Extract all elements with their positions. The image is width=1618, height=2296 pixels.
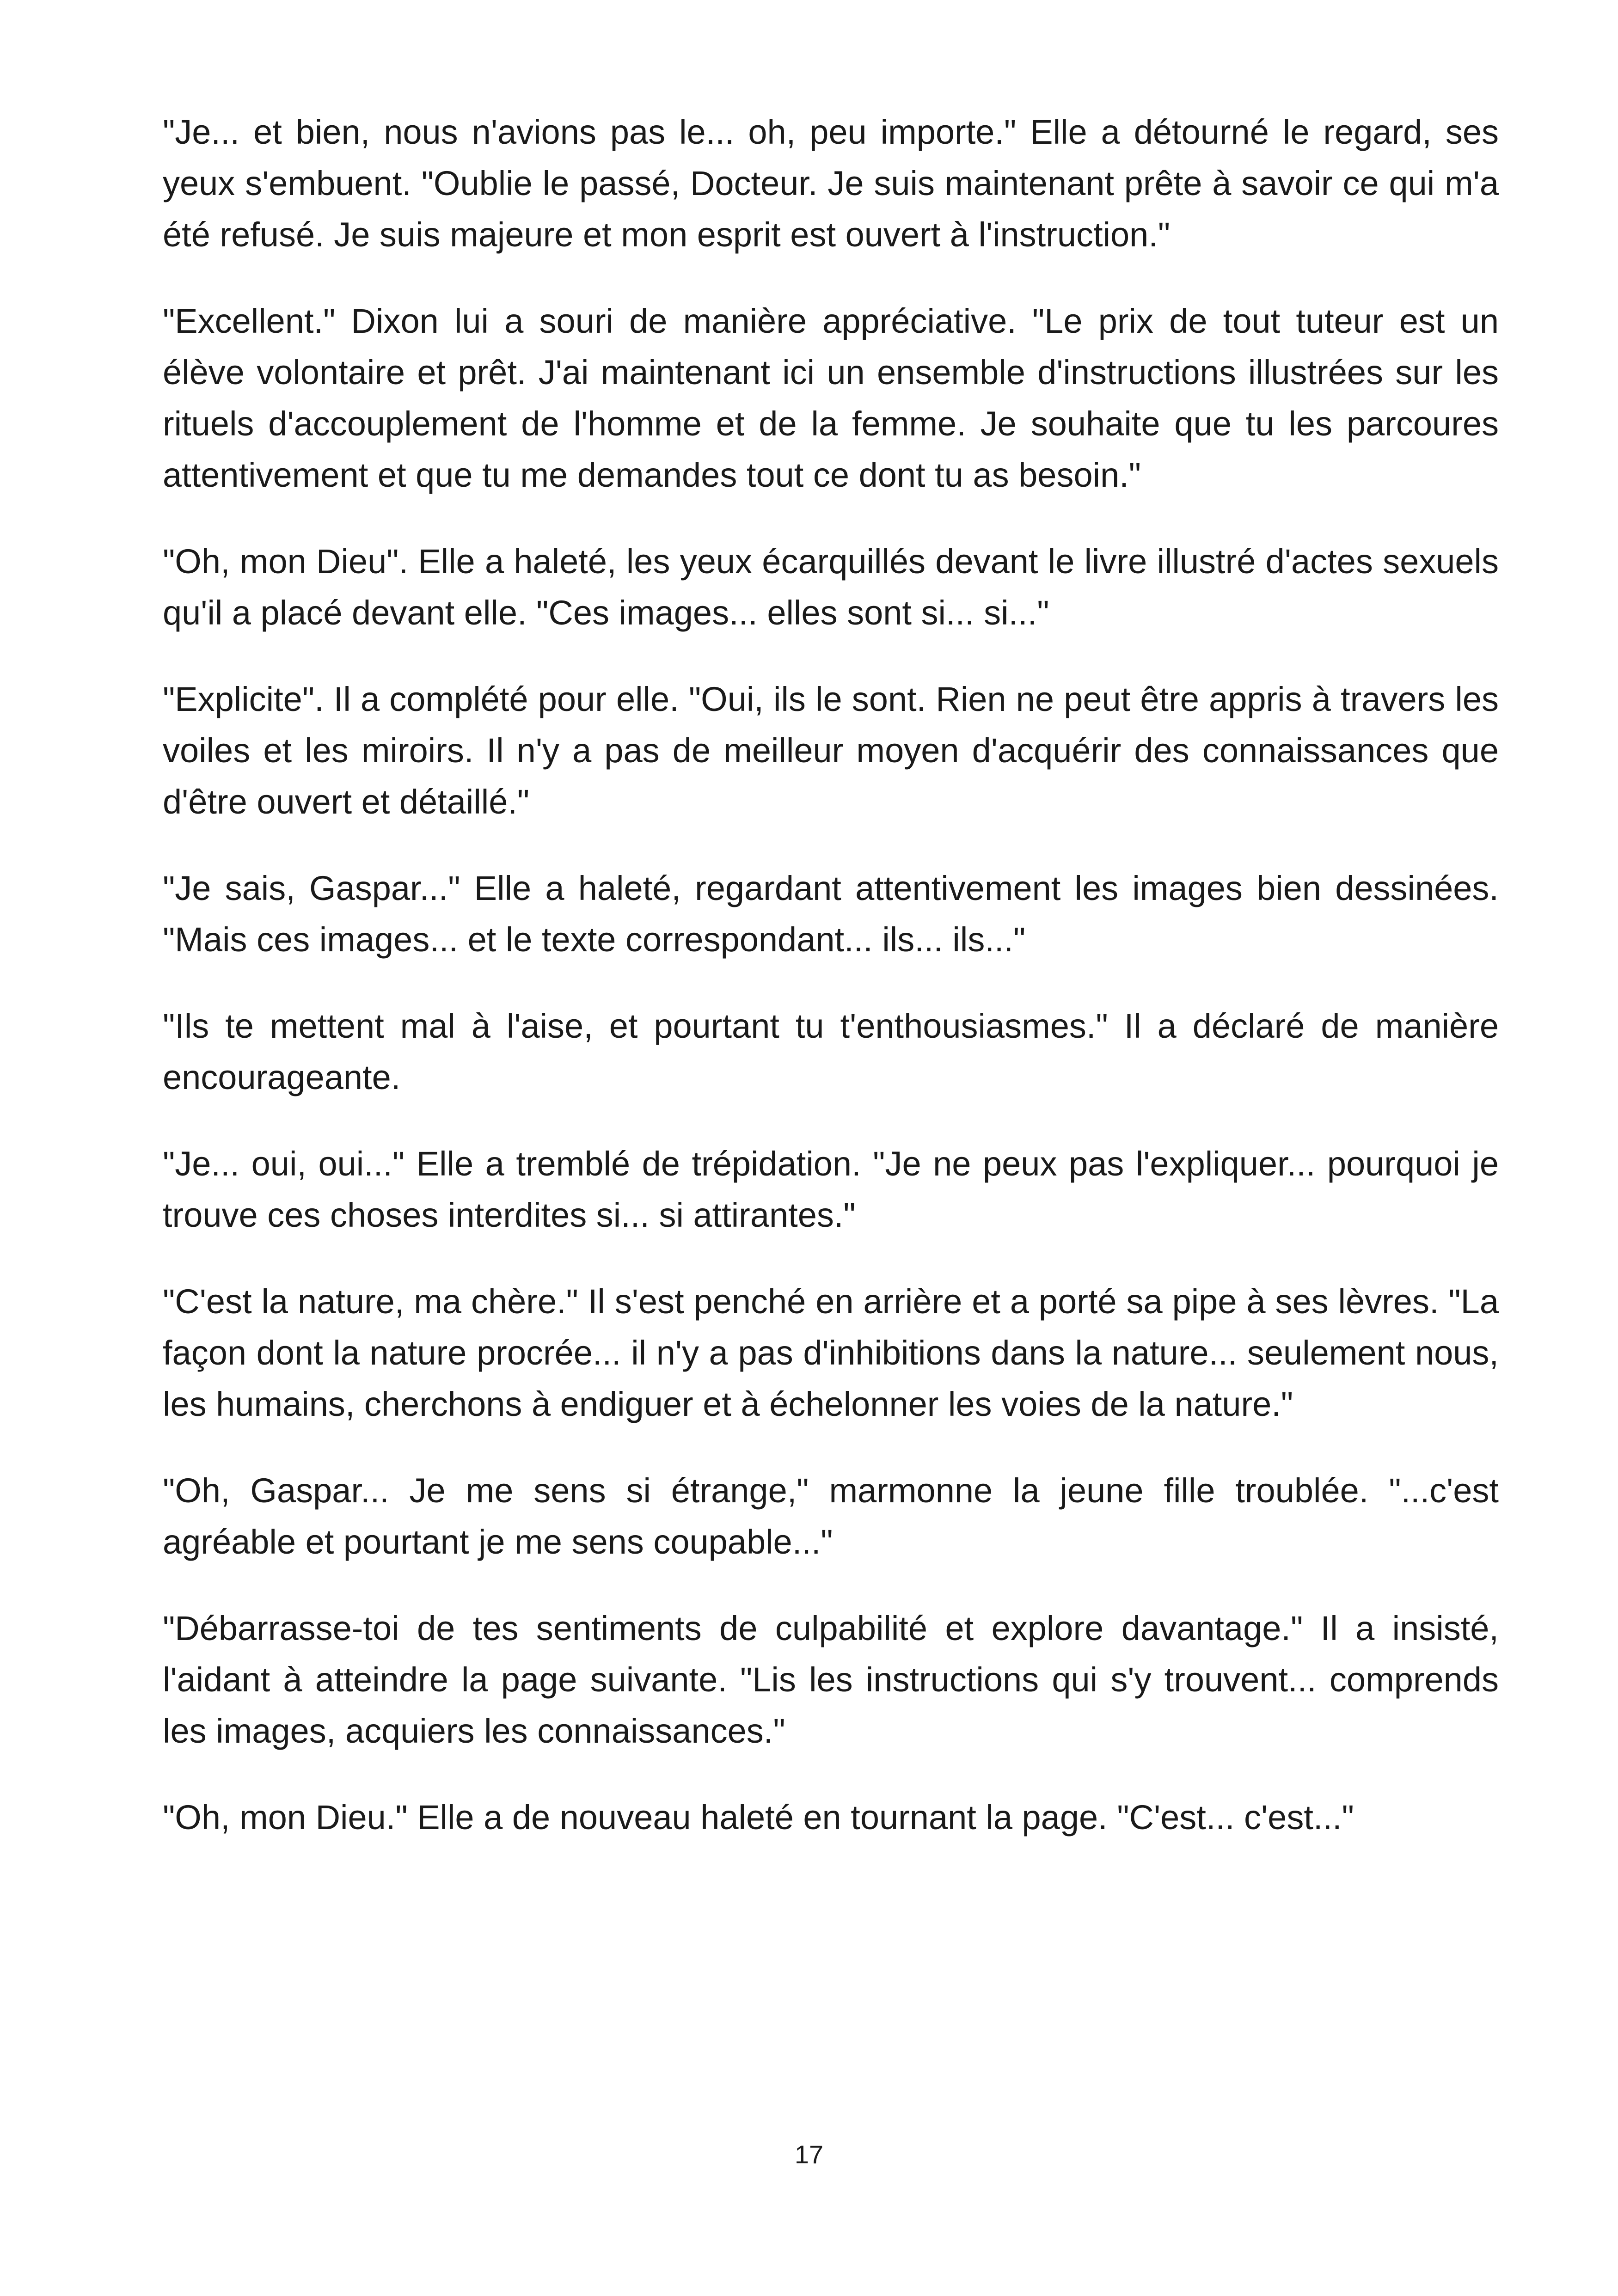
paragraph: "Excellent." Dixon lui a souri de manière appréciative. "Le prix de tout tuteur est un élève volontaire et prêt. J'ai maintenant ici un ensemble d'instructions illustrées sur les rituels d'accouplement de l'homme et de la femme. Je souhaite que tu les parcoures attentivement et que tu me demandes tout ce dont tu as besoin." — [163, 302, 1499, 494]
paragraph: "Je... oui, oui..." Elle a tremblé de trépidation. "Je ne peux pas l'expliquer... pourquoi je trouve ces choses interdites si... si attirantes." — [163, 1145, 1499, 1234]
paragraph: "C'est la nature, ma chère." Il s'est penché en arrière et a porté sa pipe à ses lèvres. "La façon dont la nature procrée... il n'y a pas d'inhibitions dans la nature... seulement nous, les humains, cherchons à endiguer et à échelonner les voies de la nature." — [163, 1282, 1499, 1423]
text-body — [163, 106, 1499, 1878]
paragraph: "Oh, mon Dieu". Elle a haleté, les yeux écarquillés devant le livre illustré d'actes sexuels qu'il a placé devant elle. "Ces images... elles sont si... si..." — [163, 542, 1499, 632]
paragraph: "Débarrasse-toi de tes sentiments de culpabilité et explore davantage." Il a insisté, l'aidant à atteindre la page suivante. "Lis les instructions qui s'y trouvent... comprends les images, acquiers les connaissances." — [163, 1609, 1499, 1750]
paragraph: "Oh, Gaspar... Je me sens si étrange," marmonne la jeune fille troublée. "...c'est agréable et pourtant je me sens coupable..." — [163, 1471, 1499, 1561]
paragraph: "Explicite". Il a complété pour elle. "Oui, ils le sont. Rien ne peut être appris à travers les voiles et les miroirs. Il n'y a pas de meilleur moyen d'acquérir des connaissances que d'être ouvert et détaillé." — [163, 680, 1499, 821]
paragraph: "Ils te mettent mal à l'aise, et pourtant tu t'enthousiasmes." Il a déclaré de manière encourageante. — [163, 1007, 1499, 1096]
paragraph: "Oh, mon Dieu." Elle a de nouveau haleté en tournant la page. "C'est... c'est..." — [163, 1798, 1354, 1837]
paragraph: "Je... et bien, nous n'avions pas le... oh, peu importe." Elle a détourné le regard, ses yeux s'embuent. "Oublie le passé, Docteur. Je suis maintenant prête à savoir ce qui m'a été refusé. Je suis majeure et mon esprit est ouvert à l'instruction." — [163, 113, 1499, 254]
paragraph: "Je sais, Gaspar..." Elle a haleté, regardant attentivement les images bien dessinées. "Mais ces images... et le texte correspondant... ils... ils..." — [163, 869, 1499, 959]
page-number: 17 — [794, 2140, 824, 2169]
